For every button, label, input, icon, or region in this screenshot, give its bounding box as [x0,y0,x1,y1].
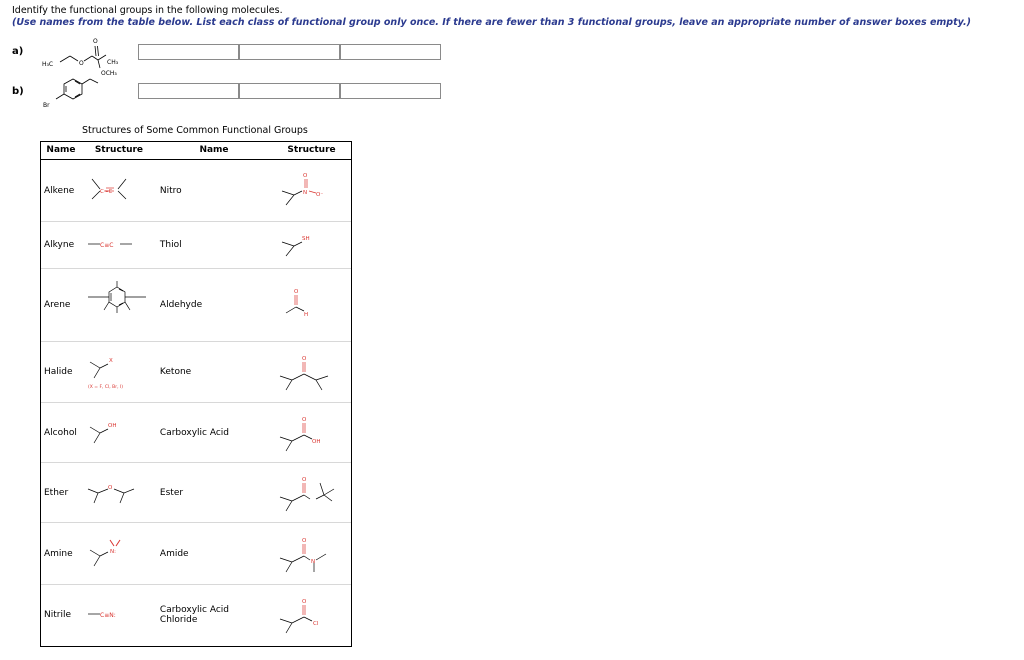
row-name-right: Amide [156,523,272,585]
ketone-structure [276,350,346,394]
header-structure-1: Structure [82,141,156,160]
ester-structure [276,471,346,515]
answer-b-3[interactable] [340,83,441,99]
header-name-1: Name [40,141,82,160]
ester-o: O [302,476,307,483]
amine-n: N: [109,548,116,555]
mol-a-ch3: CH₃ [107,59,119,66]
instruction-text: Identify the functional groups in the following molecules. [12,5,283,16]
table-row [40,269,351,342]
chloride-cl: Cl [313,620,319,627]
answer-a-2[interactable] [239,44,340,60]
arene-structure [86,280,152,330]
row-name-right: Aldehyde [156,269,272,342]
acid-o: O [302,416,307,423]
mol-a-och3: OCH₃ [101,70,117,77]
amine-structure [86,534,152,574]
nitro-o: O [303,172,308,179]
table-title: Structures of Some Common Functional Groups [82,125,308,136]
row-name-left: Ether [40,463,82,523]
nitro-o-minus: O⁻ [316,191,324,198]
header-name-2: Name [156,141,272,160]
ether-o: O [107,484,113,491]
table-row [40,523,351,585]
table-row [40,222,351,269]
row-name-left: Arene [40,269,82,342]
mol-a-h3c: H₃C [42,61,54,68]
row-name-right: Ketone [156,342,272,403]
thiol-sh: SH [302,236,310,242]
aldehyde-o: O [294,289,299,295]
answer-a-1[interactable] [138,44,239,60]
halide-x: X [108,358,113,364]
thiol-structure [276,230,346,260]
mol-b-br: Br [43,102,50,109]
amide-o: O [302,537,307,544]
row-name-right: Carboxylic Acid [156,403,272,463]
answer-row-b [138,83,441,99]
answer-row-a [138,44,441,60]
instruction-note: (Use names from the table below. List each class of functional group only once. If there are fewer than 3 functional groups, leave an appropriate number of answer boxes empty.) [12,17,971,28]
ether-structure [86,473,152,513]
table-row [40,403,351,463]
alcohol-structure [86,413,152,453]
table-row [40,160,351,222]
row-name-left: Alkyne [40,222,82,269]
chloride-o: O [302,598,307,605]
alcohol-oh: OH [107,422,117,429]
row-name-left: Alkene [44,185,75,196]
carboxylic-acid-structure [276,411,346,455]
acid-chloride-structure [276,593,346,637]
mol-a-o-top: O [93,38,98,45]
row-name-right: Nitro [159,185,182,196]
nitrile-label: C≡N: [99,611,116,619]
table-row [40,463,351,523]
alkyne-structure [86,230,152,260]
aldehyde-structure [276,283,346,327]
acid-oh: OH [312,438,321,445]
question-b-label: b) [12,86,24,97]
halide-note: (X = F, Cl, Br, I) [87,385,123,390]
amide-n: N [311,558,316,565]
table-row [40,342,351,403]
answer-a-3[interactable] [340,44,441,60]
halide-structure [86,350,152,394]
alkene-label: C=C [99,188,113,195]
row-name-left: Alcohol [40,403,82,463]
nitrile-structure [86,600,152,630]
nitro-n: N [303,189,308,196]
functional-groups-table [40,141,351,645]
answer-b-2[interactable] [239,83,340,99]
table-row [40,585,351,645]
row-name-left: Halide [40,342,82,403]
nitro-structure [276,171,346,211]
ketone-o: O [302,356,307,362]
row-name-left: Nitrile [40,585,82,645]
header-structure-2: Structure [272,141,351,160]
row-name-left: Amine [40,523,82,585]
alkyne-label: C≡C [99,242,114,249]
molecule-b [40,74,140,114]
alkene-structure [86,171,152,211]
mol-a-o: O [79,60,84,67]
aldehyde-h: H [304,312,309,318]
question-a-label: a) [12,46,24,57]
row-name-right: Thiol [156,222,272,269]
amide-structure [276,532,346,576]
row-name-right: Carboxylic Acid Chloride [156,585,272,645]
answer-b-1[interactable] [138,83,239,99]
row-name-right: Ester [156,463,272,523]
